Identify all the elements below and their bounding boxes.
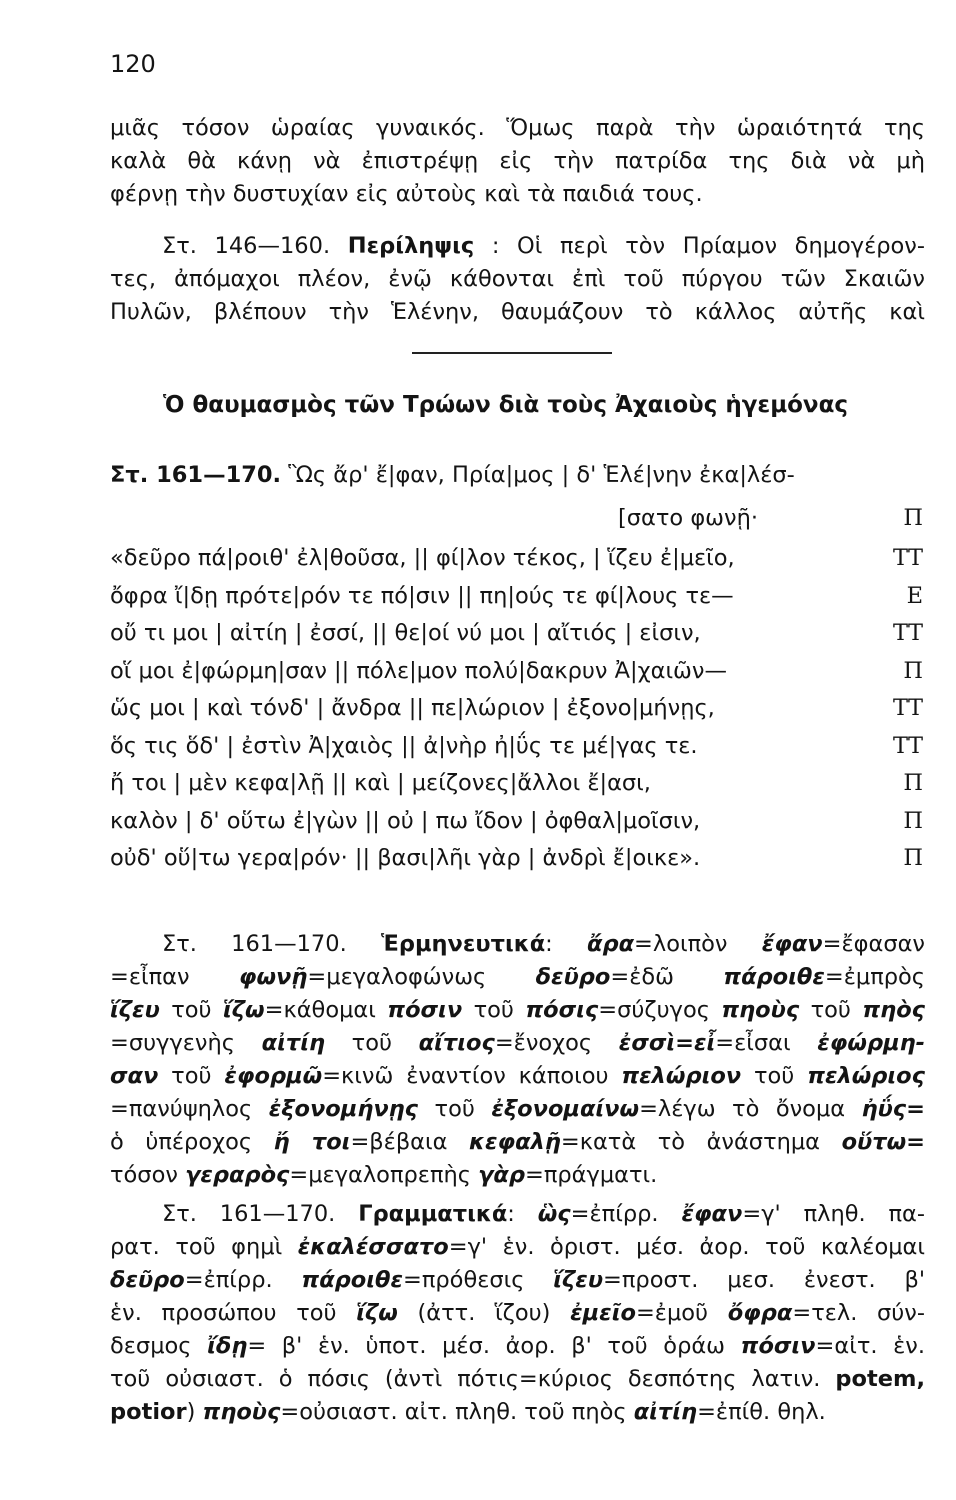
section-heading: Ὁ θαυμασμὸς τῶν Τρώων διὰ τοὺς Ἀχαιοὺς ἡγεμόνας [163, 392, 849, 418]
text-line [110, 1363, 925, 1396]
note-text: =γ' πληθ. πα- [742, 1201, 926, 1227]
emphasis-term: πηὸς [862, 997, 925, 1023]
note-text: δεσμος [110, 1333, 208, 1359]
text-line [110, 1093, 925, 1126]
emphasis-term: ἐφώρμη- [817, 1030, 925, 1056]
text-line [110, 1396, 925, 1429]
section-divider [412, 352, 612, 354]
note-text: =ἐπίρρ. [184, 1267, 302, 1293]
verse-text: ὅς τις ὅδ' | ἐστὶν Ἀ|χαιὸς || ἀ|νὴρ ἠ|ΰς τε μέ|γας τε. [110, 732, 698, 759]
note-text: τοῦ [799, 997, 863, 1023]
note-text: τοῦ [741, 1063, 808, 1089]
verse-text: [σατο φωνῇ· [618, 505, 758, 531]
text-line: Πυλῶν, βλέπουν τὴν Ἑλένην, θαυμάζουν τὸ κάλλος αὐτῆς καὶ [110, 299, 925, 325]
emphasis-term: ἐξονομήνῃς [268, 1096, 419, 1122]
note-text: =ἐμοῦ [635, 1300, 728, 1326]
emphasis-term: ἵζω [356, 1300, 398, 1326]
note-text: =οὐσιαστ. αἰτ. πληθ. τοῦ πηὸς [280, 1399, 634, 1425]
emphasis-term: πηοὺς [202, 1399, 281, 1425]
text-line [110, 1027, 925, 1060]
text-line [110, 994, 925, 1027]
note-text: ὁ ὑπέροχος [110, 1129, 274, 1155]
text-line [110, 928, 925, 961]
note-text: =κατὰ τὸ ἀνάστημα [560, 1129, 842, 1155]
text-line [110, 961, 925, 994]
text-line [110, 1060, 925, 1093]
emphasis-term: πόσιν [387, 997, 463, 1023]
text-line [110, 1231, 925, 1264]
intro-paragraph [110, 112, 925, 211]
emphasis-term: ἤ τοι [273, 1129, 351, 1155]
note-text: =κάθομαι [264, 997, 388, 1023]
note-text: =ἐμπρὸς [824, 964, 926, 990]
emphasis-term: Ἑρμηνευτικά [380, 931, 546, 957]
note-text: =βέβαια [350, 1129, 470, 1155]
emphasis-term: γεραρὸς [185, 1162, 290, 1188]
emphasis-term: πόσιν [740, 1333, 816, 1359]
emphasis-term: οὕτω= [841, 1129, 925, 1155]
note-text: =ἔφασαν [822, 931, 925, 957]
note-text: =τελ. σύν- [792, 1300, 925, 1326]
emphasis-term: potior [110, 1399, 187, 1425]
verse-text: οἵ μοι ἐ|φώρμη|σαν || πόλε|μον πολύ|δακρυν Ἀ|χαιῶν— [110, 657, 727, 684]
text-line: μιᾶς τόσον ὡραίας γυναικός. Ὅμως παρὰ τὴν ὡραιότητά της [110, 115, 925, 141]
note-text: =αἰτ. ἑν. [815, 1333, 926, 1359]
note-text: : [507, 1201, 538, 1227]
note-text: ρατ. τοῦ φημὶ [110, 1234, 298, 1260]
text-line [110, 1330, 925, 1363]
emphasis-term: αἰτίη [633, 1399, 698, 1425]
emphasis-term: ἠΰς= [861, 1096, 925, 1122]
verse-text: οὐδ' οὕ|τω γερα|ρόν· || βασι|λῆι γὰρ | ἀνδρὶ ἔ|οικε». [110, 845, 701, 871]
note-text: =μεγαλοπρεπὴς [289, 1162, 479, 1188]
text-line [110, 1198, 925, 1231]
verse-text: ὥς μοι | καὶ τόνδ' | ἄνδρα || πε|λώριον | ἐξονο|μήνῃς, [110, 695, 715, 721]
note-text: τοῦ οὐσιαστ. ὁ πόσις (ἀντὶ πότις=κύριος δεσπότης λατιν. [110, 1366, 836, 1392]
emphasis-term: ὄφρα [727, 1300, 793, 1326]
summary-paragraph [110, 230, 925, 329]
emphasis-term: πηοὺς [721, 997, 800, 1023]
note-text: = β' ἑν. ὑποτ. μέσ. ἀορ. β' τοῦ ὁράω [247, 1333, 741, 1359]
verse-meter-mark: ΤΤ [892, 732, 923, 759]
emphasis-term: πελώριον [621, 1063, 742, 1089]
note-text: =λέγω τὸ ὄνομα [639, 1096, 862, 1122]
text-line: καλὰ θὰ κάνῃ νὰ ἐπιστρέψῃ εἰς τὴν πατρίδα της διὰ νὰ μὴ [110, 148, 925, 174]
emphasis-term: κεφαλῇ [469, 1129, 561, 1155]
note-text: Στ. 161—170. [162, 1201, 359, 1227]
verse-meter-mark: Π [903, 807, 923, 834]
verse-meter-mark: Π [903, 845, 923, 871]
verse-meter-mark: Π [903, 770, 923, 796]
emphasis-term: potem, [835, 1366, 925, 1392]
note-text: =πρόθεσις [403, 1267, 554, 1293]
emphasis-term: πάροιθε [301, 1267, 403, 1293]
note-text: =ἐπίρρ. [570, 1201, 682, 1227]
emphasis-term: ἐφορμῶ [224, 1063, 323, 1089]
text-line [110, 1264, 925, 1297]
summary-text: : Οἱ περὶ τὸν Πρίαμον δημογέρον- [491, 233, 925, 259]
verse-text: ἤ τοι | μὲν κεφα|λῇ || καὶ | μείζονες|ἄλλοι ἔ|ασι, [110, 770, 651, 796]
note-text: =εἶσαι [715, 1030, 818, 1056]
note-text: τοῦ [462, 997, 526, 1023]
note-text: =προστ. μεσ. ἐνεστ. β' [603, 1267, 926, 1293]
verse-text: Ὣς ἄρ' ἔ|φαν, Πρία|μος | δ' Ἑλέ|νην ἐκα|λέσ- [288, 462, 795, 488]
emphasis-term: δεῦρο [535, 964, 611, 990]
verse-meter-mark: Π [903, 505, 923, 531]
text-line [110, 1126, 925, 1159]
verse-meter-mark: ΤΤ [892, 695, 923, 721]
note-text: =εἶπαν [110, 964, 239, 990]
hermeneutic-notes [110, 928, 925, 1192]
note-text: =ἔνοχος [494, 1030, 619, 1056]
emphasis-term: ἴδῃ [207, 1333, 248, 1359]
verse-text: ὄφρα ἴ|δῃ πρότε|ρόν τε πό|σιν || πη|ούς τε φί|λους τε— [110, 582, 734, 609]
note-text: =συγγενὴς [110, 1030, 262, 1056]
emphasis-term: γὰρ [478, 1162, 525, 1188]
note-text: =πανύψηλος [110, 1096, 269, 1122]
note-text: : [545, 931, 587, 957]
emphasis-term: ἔφαν [761, 931, 823, 957]
note-text: =κινῶ ἐναντίον κάποιου [322, 1063, 622, 1089]
note-text: τοῦ [418, 1096, 492, 1122]
note-text: =μεγαλοφώνως [307, 964, 536, 990]
emphasis-term: ἵζευ [553, 1267, 604, 1293]
page-number: 120 [110, 50, 156, 78]
emphasis-term: ὣς [537, 1201, 571, 1227]
emphasis-term: ἔφαν [681, 1201, 743, 1227]
text-line: τες, ἀπόμαχοι πλέον, ἐνῷ κάθονται ἐπὶ τοῦ πύργου τῶν Σκαιῶν [110, 266, 925, 292]
verse-ref: Στ. 161—170. [110, 462, 282, 488]
note-text: ) [186, 1399, 203, 1425]
note-text: ἑν. προσώπου τοῦ [110, 1300, 357, 1326]
emphasis-term: ἐσσὶ=εἶ [618, 1030, 716, 1056]
note-text: =λοιπὸν [634, 931, 762, 957]
grammatical-notes [110, 1198, 925, 1429]
emphasis-term: ἵζω [222, 997, 265, 1023]
emphasis-term: δεῦρο [110, 1267, 185, 1293]
emphasis-term: ἐμεῖο [570, 1300, 636, 1326]
note-text: =γ' ἑν. ὁριστ. μέσ. ἀορ. τοῦ καλέομαι [448, 1234, 925, 1260]
text-line [110, 1159, 925, 1192]
verse-text: «δεῦρο πά|ροιθ' ἐλ|θοῦσα, || φί|λον τέκος, | ἵζευ ἐ|μεῖο, [110, 545, 735, 571]
verse-meter-mark: ΤΤ [892, 620, 923, 646]
note-text: τοῦ [158, 1063, 225, 1089]
text-line [110, 1297, 925, 1330]
verse-meter-mark: ΤΤ [892, 545, 923, 571]
emphasis-term: ἐξονομαίνω [491, 1096, 640, 1122]
note-text: τοῦ [159, 997, 223, 1023]
verse-meter-mark: Π [903, 657, 923, 684]
emphasis-term: ἐκαλέσσατο [297, 1234, 449, 1260]
note-text: Στ. 161—170. [162, 931, 381, 957]
emphasis-term: φωνῇ [238, 964, 308, 990]
emphasis-term: αἰτίη [261, 1030, 325, 1056]
verse-text: οὔ τι μοι | αἰτίη | ἐσσί, || θε|οί νύ μοι | αἴτιός | εἰσιν, [110, 620, 701, 646]
note-text: =ἐδῶ [610, 964, 724, 990]
verse-text: καλὸν | δ' οὕτω ἐ|γὼν || οὐ | πω ἴδον | ὀφθαλ|μοῖσιν, [110, 807, 701, 834]
emphasis-term: ἄρα [587, 931, 635, 957]
emphasis-term: πάροιθε [723, 964, 825, 990]
emphasis-term: σαν [110, 1063, 159, 1089]
emphasis-term: πόσις [525, 997, 599, 1023]
note-text: =ἐπίθ. θηλ. [697, 1399, 826, 1425]
emphasis-term: Γραμματικά [358, 1201, 508, 1227]
summary-ref: Στ. 146—160. [162, 233, 331, 259]
note-text: τόσον [110, 1162, 186, 1188]
note-text: =σύζυγος [598, 997, 722, 1023]
note-text: =πράγματι. [525, 1162, 658, 1188]
note-text: τοῦ [325, 1030, 419, 1056]
note-text: (ἀττ. ἵζου) [397, 1300, 571, 1326]
emphasis-term: αἴτιος [418, 1030, 495, 1056]
summary-label: Περίληψις [347, 233, 475, 259]
text-line: φέρνῃ τὴν δυστυχίαν εἰς αὐτοὺς καὶ τὰ παιδιά τους. [110, 181, 703, 207]
text-line [110, 230, 925, 263]
emphasis-term: πελώριος [807, 1063, 925, 1089]
verse-meter-mark: Ε [906, 582, 923, 609]
emphasis-term: ἵζευ [110, 997, 160, 1023]
